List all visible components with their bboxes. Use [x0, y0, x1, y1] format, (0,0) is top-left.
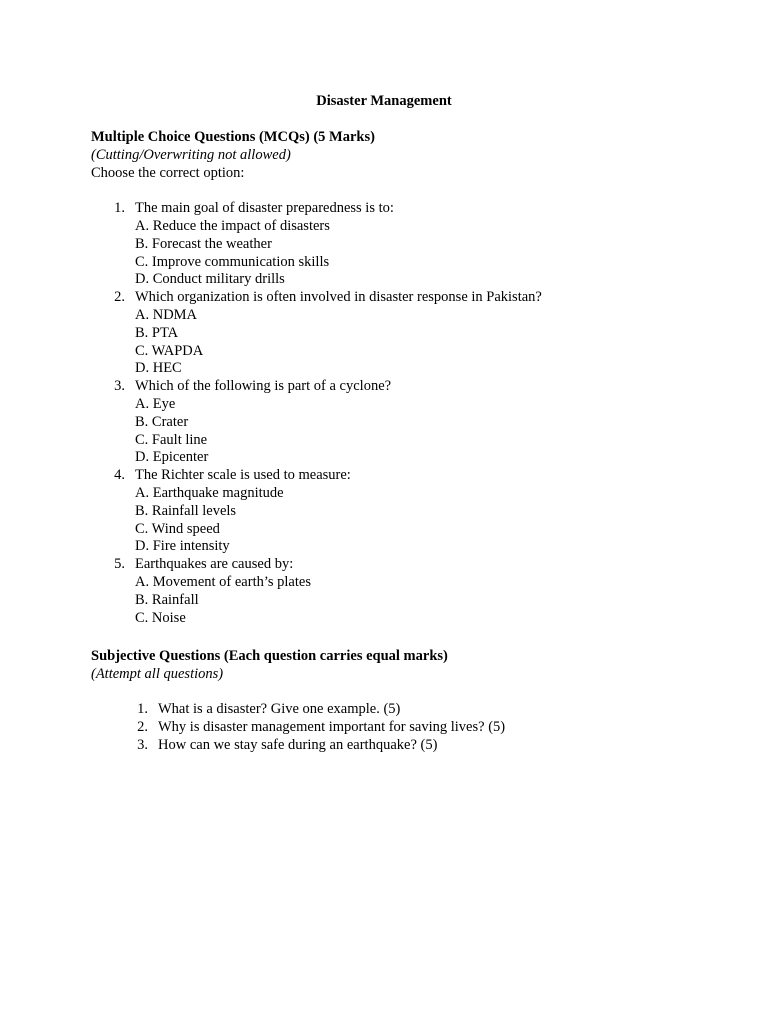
option: A. Earthquake magnitude — [135, 484, 284, 501]
question-number: 4. — [114, 467, 125, 484]
mcq-question — [91, 200, 711, 289]
option: A. Eye — [135, 395, 176, 412]
option: A. Movement of earth’s plates — [135, 573, 311, 590]
option: C. Wind speed — [135, 520, 220, 537]
mcq-question — [91, 289, 711, 378]
question-text: Which organization is often involved in disaster response in Pakistan? — [135, 289, 542, 306]
option: B. Crater — [135, 413, 189, 430]
subjective-question — [91, 719, 711, 737]
option: C. Fault line — [135, 431, 208, 448]
mcq-question — [91, 556, 711, 627]
option-list — [135, 574, 711, 627]
option: B. Forecast the weather — [135, 235, 272, 252]
question-text: Earthquakes are caused by: — [135, 556, 294, 573]
question-number: 1. — [114, 200, 125, 217]
question-text: Why is disaster management important for saving lives? (5) — [158, 719, 506, 736]
mcq-question — [91, 467, 711, 556]
option-list — [135, 307, 711, 378]
option: A. Reduce the impact of disasters — [135, 217, 330, 234]
option: A. NDMA — [135, 306, 198, 323]
question-text: What is a disaster? Give one example. (5) — [158, 701, 401, 718]
question-text: The Richter scale is used to measure: — [135, 467, 351, 484]
subjective-note: (Attempt all questions) — [91, 665, 224, 682]
page-title: Disaster Management — [316, 93, 452, 109]
option-list — [135, 218, 711, 289]
subjective-question — [91, 737, 711, 755]
mcq-section — [91, 129, 711, 627]
option: C. WAPDA — [135, 342, 204, 359]
spacer — [91, 182, 711, 200]
option-list — [135, 396, 711, 467]
question-number: 2. — [114, 289, 125, 306]
question-number: 1. — [137, 701, 148, 718]
question-number: 5. — [114, 556, 125, 573]
question-number: 2. — [137, 719, 148, 736]
mcq-question — [91, 378, 711, 467]
option: D. HEC — [135, 360, 182, 377]
subjective-section — [91, 648, 711, 755]
subjective-question-list — [91, 701, 711, 754]
question-text: How can we stay safe during an earthquake? (5) — [158, 736, 438, 753]
mcq-instruction: Choose the correct option: — [91, 164, 245, 181]
option: D. Fire intensity — [135, 538, 230, 555]
mcq-heading: Multiple Choice Questions (MCQs) (5 Marks) — [91, 129, 375, 145]
option: C. Noise — [135, 609, 186, 626]
option: D. Epicenter — [135, 449, 209, 466]
question-number: 3. — [137, 736, 148, 753]
question-text: Which of the following is part of a cyclone? — [135, 378, 392, 395]
question-text: The main goal of disaster preparedness is to: — [135, 200, 394, 217]
mcq-note: (Cutting/Overwriting not allowed) — [91, 146, 291, 163]
option: B. Rainfall levels — [135, 502, 237, 519]
mcq-question-list — [91, 200, 711, 627]
spacer — [91, 684, 711, 702]
subjective-heading: Subjective Questions (Each question carries equal marks) — [91, 648, 448, 664]
option: B. PTA — [135, 324, 179, 341]
option: C. Improve communication skills — [135, 253, 330, 270]
option-list — [135, 485, 711, 556]
option: D. Conduct military drills — [135, 271, 285, 288]
question-number: 3. — [114, 378, 125, 395]
option: B. Rainfall — [135, 591, 199, 608]
subjective-question — [91, 701, 711, 719]
